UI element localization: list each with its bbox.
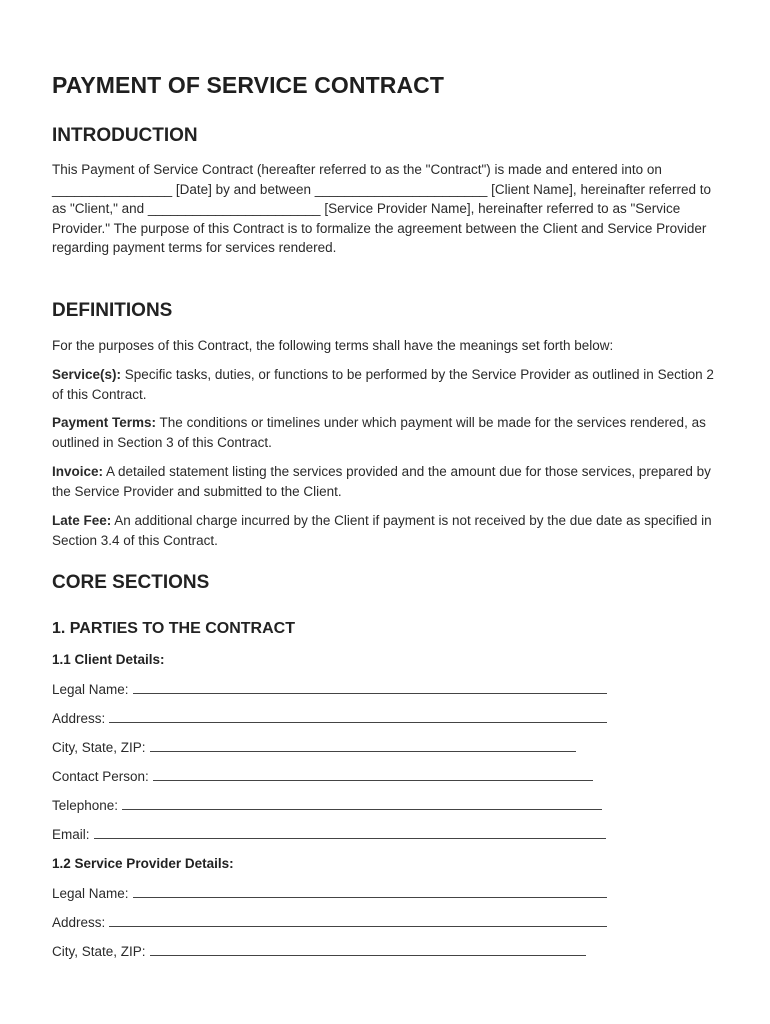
definition-term: Service(s): bbox=[52, 367, 122, 382]
definition-term: Invoice: bbox=[52, 464, 104, 479]
client-address-field[interactable] bbox=[52, 710, 607, 726]
provider-legal-name-field[interactable] bbox=[52, 885, 607, 901]
definition-item-payment-terms bbox=[52, 413, 717, 452]
field-label: Contact Person: bbox=[52, 769, 149, 784]
document-title: PAYMENT OF SERVICE CONTRACT bbox=[52, 72, 445, 98]
client-legal-name-field[interactable] bbox=[52, 681, 607, 697]
definition-term: Payment Terms: bbox=[52, 415, 157, 430]
blank-line[interactable] bbox=[122, 797, 602, 810]
core-sections-heading: CORE SECTIONS bbox=[52, 572, 210, 593]
provider-details-heading: 1.2 Service Provider Details: bbox=[52, 856, 234, 871]
client-telephone-field[interactable] bbox=[52, 797, 602, 813]
client-email-field[interactable] bbox=[52, 826, 606, 842]
provider-city-state-zip-field[interactable] bbox=[52, 943, 586, 959]
client-contact-person-field[interactable] bbox=[52, 768, 593, 784]
definition-item-service bbox=[52, 365, 717, 404]
field-label: Legal Name: bbox=[52, 886, 129, 901]
definition-text: The conditions or timelines under which payment will be made for the services rendered, as outlined in Section 3 of this Contract. bbox=[52, 415, 706, 450]
definition-item-late-fee bbox=[52, 511, 717, 550]
definition-text: An additional charge incurred by the Client if payment is not received by the due date as specified in Section 3.4 of this Contract. bbox=[52, 513, 712, 548]
client-details-heading: 1.1 Client Details: bbox=[52, 652, 165, 667]
field-label: Legal Name: bbox=[52, 682, 129, 697]
field-label: Telephone: bbox=[52, 798, 119, 813]
definition-term: Late Fee: bbox=[52, 513, 112, 528]
introduction-paragraph: This Payment of Service Contract (hereafter referred to as the "Contract") is made and entered into on ________________ [Date] by and between _______________________ [Client Name], hereinafter referred to as "Client," and _______________________ [Service Provider Name], hereinafter referred to as "Service Provider." The purpose of this Contract is to formalize the agreement between the Client and Service Provider regarding payment terms for services rendered. bbox=[52, 162, 712, 256]
blank-line[interactable] bbox=[94, 826, 606, 839]
provider-address-field[interactable] bbox=[52, 914, 607, 930]
blank-line[interactable] bbox=[150, 739, 576, 752]
blank-line[interactable] bbox=[133, 885, 607, 898]
client-city-state-zip-field[interactable] bbox=[52, 739, 576, 755]
definition-item-invoice bbox=[52, 462, 717, 501]
blank-line[interactable] bbox=[109, 710, 607, 723]
field-label: City, State, ZIP: bbox=[52, 740, 146, 755]
definition-text: Specific tasks, duties, or functions to be performed by the Service Provider as outlined in Section 2 of this Contract. bbox=[52, 367, 714, 402]
introduction-heading: INTRODUCTION bbox=[52, 125, 198, 146]
definition-text: A detailed statement listing the services provided and the amount due for those services, prepared by the Service Provider and submitted to the Client. bbox=[52, 464, 711, 499]
definitions-intro: For the purposes of this Contract, the following terms shall have the meanings set forth below: bbox=[52, 338, 614, 353]
parties-heading: 1. PARTIES TO THE CONTRACT bbox=[52, 620, 295, 637]
field-label: Address: bbox=[52, 711, 106, 726]
field-label: Email: bbox=[52, 827, 90, 842]
blank-line[interactable] bbox=[153, 768, 593, 781]
blank-line[interactable] bbox=[150, 943, 586, 956]
definitions-heading: DEFINITIONS bbox=[52, 300, 173, 321]
blank-line[interactable] bbox=[133, 681, 607, 694]
field-label: Address: bbox=[52, 915, 106, 930]
blank-line[interactable] bbox=[109, 914, 607, 927]
field-label: City, State, ZIP: bbox=[52, 944, 146, 959]
